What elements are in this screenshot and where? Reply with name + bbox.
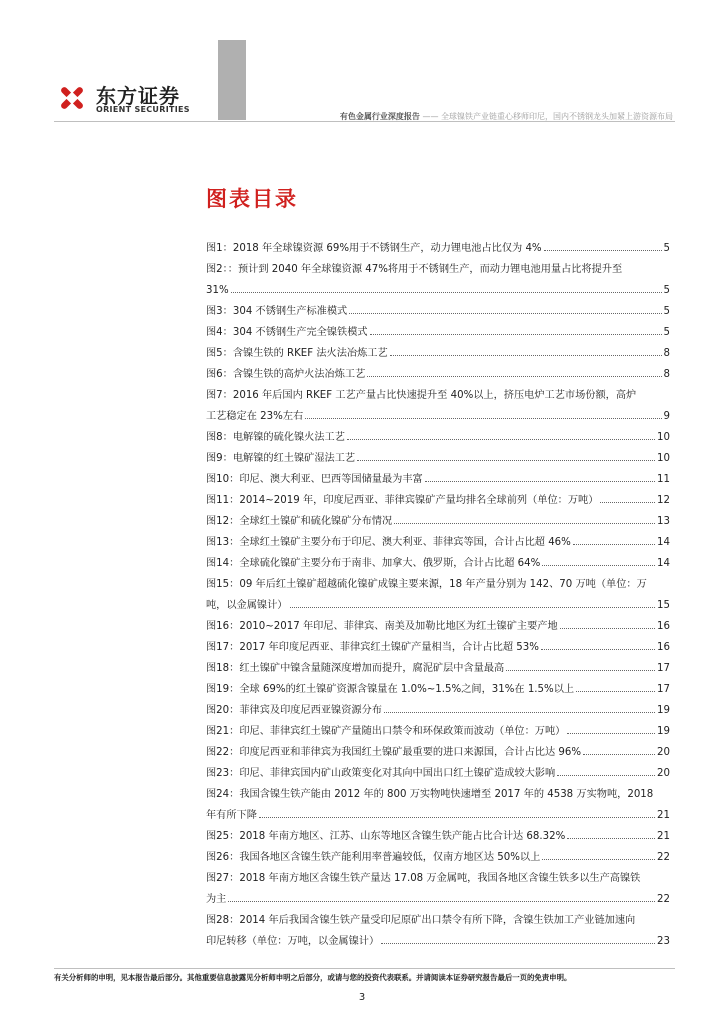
toc-entry[interactable] [206, 301, 670, 322]
toc-entry-title: 图7：2016 年后国内 RKEF 工艺产量占比快速提升至 40%以上，挤压电炉工艺市场份额，高炉 [206, 390, 637, 401]
toc-entry[interactable] [206, 238, 670, 259]
toc-leader-dots [573, 544, 655, 545]
toc-entry-title: 图10：印尼、澳大利亚、巴西等国储量最为丰富 [206, 474, 423, 485]
toc-entry[interactable] [206, 490, 670, 511]
toc-entry[interactable] [206, 826, 670, 847]
toc-entry-title: 图12：全球红土镍矿和硫化镍矿分布情况 [206, 516, 393, 527]
toc-entry[interactable] [206, 511, 670, 532]
toc-leader-dots [370, 334, 662, 335]
toc-entry[interactable] [206, 532, 670, 553]
logo-chinese-name: 东方证券 [96, 84, 180, 108]
toc-page-number: 21 [657, 810, 670, 821]
toc-entry-title: 图2：：预计到 2040 年全球镍资源 47%将用于不锈钢生产，而动力锂电池用量占比将提升至 [206, 264, 623, 275]
toc-entry-title: 图22：印度尼西亚和菲律宾为我国红土镍矿最重要的进口来源国，合计占比达 96% [206, 747, 582, 758]
report-separator: —— [419, 112, 441, 121]
toc-entry[interactable] [206, 616, 670, 637]
toc-page-number: 9 [663, 411, 670, 422]
toc-leader-dots [567, 733, 655, 734]
toc-entry-title: 图13：全球红土镍矿主要分布于印尼、澳大利亚、菲律宾等国，合计占比超 46% [206, 537, 571, 548]
page-title: 图表目录 [206, 187, 298, 211]
header-decorative-block [218, 40, 246, 120]
toc-entry[interactable] [206, 385, 670, 427]
toc-leader-dots [583, 754, 655, 755]
toc-leader-dots [290, 607, 656, 608]
toc-page-number: 23 [657, 936, 670, 947]
toc-entry-title: 图8：电解镍的硫化镍火法工艺 [206, 432, 345, 443]
toc-entry[interactable] [206, 868, 670, 910]
toc-entry[interactable] [206, 364, 670, 385]
toc-leader-dots [506, 670, 655, 671]
toc-entry-title: 图27：2018 年南方地区含镍生铁产量达 17.08 万金属吨，我国各地区含镍生铁多以生产高镍铁 [206, 873, 641, 884]
report-subtitle: 全球镍铁产业链重心移师印尼，国内不锈钢龙头加紧上游资源布局 [441, 112, 673, 121]
toc-leader-dots [425, 481, 655, 482]
toc-entry[interactable] [206, 742, 670, 763]
toc-entry-title: 图23：印尼、菲律宾国内矿山政策变化对其向中国出口红土镍矿造成较大影响 [206, 768, 556, 779]
toc-page-number: 22 [657, 894, 670, 905]
toc-entry-continuation [206, 931, 670, 952]
toc-page-number: 21 [657, 831, 670, 842]
toc-entry-title: 图16：2010~2017 年印尼、菲律宾、南美及加勒比地区为红土镍矿主要产地 [206, 621, 558, 632]
toc-entry[interactable] [206, 574, 670, 616]
toc-entry[interactable] [206, 721, 670, 742]
toc-page-number: 16 [657, 642, 670, 653]
toc-entry[interactable] [206, 658, 670, 679]
toc-page-number: 10 [657, 453, 670, 464]
toc-leader-dots [542, 565, 655, 566]
toc-entry-title: 图14：全球硫化镍矿主要分布于南非、加拿大、俄罗斯，合计占比超 64% [206, 558, 541, 569]
toc-leader-dots [384, 712, 655, 713]
toc-entry-title: 图18：红土镍矿中镍含量随深度增加而提升，腐泥矿层中含量最高 [206, 663, 505, 674]
toc-entry-title-cont: 印尼转移（单位：万吨，以金属镍计） [206, 936, 380, 947]
toc-leader-dots [357, 460, 655, 461]
toc-leader-dots [381, 943, 655, 944]
toc-entry-title-cont: 工艺稳定在 23%左右 [206, 411, 304, 422]
toc-leader-dots [305, 418, 661, 419]
toc-leader-dots [259, 817, 655, 818]
toc-page-number: 5 [663, 285, 670, 296]
toc-page-number: 12 [657, 495, 670, 506]
toc-leader-dots [231, 292, 662, 293]
toc-leader-dots [542, 859, 655, 860]
orient-securities-logo-icon [54, 80, 90, 116]
toc-entry[interactable] [206, 553, 670, 574]
toc-leader-dots [544, 250, 662, 251]
toc-entry[interactable] [206, 259, 670, 301]
toc-entry[interactable] [206, 427, 670, 448]
toc-entry-title: 图28：2014 年后我国含镍生铁产量受印尼原矿出口禁令有所下降，含镍生铁加工产业链加速向 [206, 915, 636, 926]
toc-page-number: 8 [663, 369, 670, 380]
toc-page-number: 20 [657, 768, 670, 779]
toc-entry-title: 图9：电解镍的红土镍矿湿法工艺 [206, 453, 356, 464]
toc-leader-dots [347, 439, 655, 440]
toc-page-number: 13 [657, 516, 670, 527]
toc-leader-dots [560, 628, 655, 629]
toc-entry-title-cont: 31% [206, 285, 229, 296]
toc-page-number: 5 [663, 327, 670, 338]
toc-entry-title-cont: 年有所下降 [206, 810, 257, 821]
toc-entry[interactable] [206, 637, 670, 658]
company-logo [54, 76, 214, 120]
toc-page-number: 20 [657, 747, 670, 758]
figure-table-of-contents [206, 238, 670, 952]
toc-page-number: 10 [657, 432, 670, 443]
toc-page-number: 11 [657, 474, 670, 485]
toc-leader-dots [367, 376, 661, 377]
toc-page-number: 14 [657, 558, 670, 569]
toc-entry-continuation [206, 889, 670, 910]
toc-page-number: 14 [657, 537, 670, 548]
toc-entry[interactable] [206, 448, 670, 469]
toc-leader-dots [394, 523, 655, 524]
toc-page-number: 19 [657, 705, 670, 716]
toc-entry-continuation [206, 280, 670, 301]
toc-entry[interactable] [206, 847, 670, 868]
toc-page-number: 15 [657, 600, 670, 611]
toc-entry[interactable] [206, 763, 670, 784]
toc-entry[interactable] [206, 700, 670, 721]
toc-entry-title: 图26：我国各地区含镍生铁产能利用率普遍较低，仅南方地区达 50%以上 [206, 852, 541, 863]
toc-page-number: 19 [657, 726, 670, 737]
toc-entry-title: 图15：09 年后红土镍矿超越硫化镍矿成镍主要来源，18 年产量分别为 142、70 万吨（单位：万 [206, 579, 647, 590]
toc-entry-title: 图24：我国含镍生铁产能由 2012 年的 800 万实物吨快速增至 2017 年的 4538 万实物吨，2018 [206, 789, 654, 800]
toc-entry-title: 图5：含镍生铁的 RKEF 法火法冶炼工艺 [206, 348, 388, 359]
toc-entry-title: 图1：2018 年全球镍资源 69%用于不锈钢生产，动力锂电池占比仅为 4% [206, 243, 542, 254]
toc-leader-dots [228, 901, 655, 902]
toc-entry-title-cont: 为主 [206, 894, 227, 905]
toc-leader-dots [541, 649, 655, 650]
toc-entry[interactable] [206, 343, 670, 364]
toc-entry-title: 图6：含镍生铁的高炉火法冶炼工艺 [206, 369, 366, 380]
footer-disclaimer: 有关分析师的申明，见本报告最后部分。其他重要信息披露见分析师申明之后部分，或请与您的投资代表联系。并请阅读本证券研究报告最后一页的免责申明。 [54, 973, 572, 982]
toc-entry[interactable] [206, 784, 670, 826]
toc-entry[interactable] [206, 469, 670, 490]
toc-entry-continuation [206, 406, 670, 427]
toc-entry[interactable] [206, 322, 670, 343]
toc-entry[interactable] [206, 679, 670, 700]
toc-entry-title: 图25：2018 年南方地区、江苏、山东等地区含镍生铁产能占比合计达 68.32% [206, 831, 566, 842]
toc-entry-title: 图21：印尼、菲律宾红土镍矿产量随出口禁令和环保政策而波动（单位：万吨） [206, 726, 566, 737]
toc-leader-dots [567, 838, 655, 839]
toc-page-number: 8 [663, 348, 670, 359]
logo-english-name: ORIENT SECURITIES [96, 105, 190, 114]
footer-divider [54, 968, 675, 969]
toc-leader-dots [576, 691, 655, 692]
toc-entry[interactable] [206, 910, 670, 952]
toc-page-number: 16 [657, 621, 670, 632]
toc-entry-title: 图4：304 不锈钢生产完全镍铁模式 [206, 327, 368, 338]
header-divider [54, 121, 675, 122]
toc-page-number: 22 [657, 852, 670, 863]
toc-entry-title: 图19：全球 69%的红土镍矿资源含镍量在 1.0%~1.5%之间，31%在 1.5%以上 [206, 684, 575, 695]
toc-leader-dots [349, 313, 661, 314]
toc-leader-dots [557, 775, 655, 776]
toc-leader-dots [600, 502, 655, 503]
toc-entry-title: 图3：304 不锈钢生产标准模式 [206, 306, 348, 317]
toc-leader-dots [390, 355, 662, 356]
toc-page-number: 17 [657, 684, 670, 695]
toc-page-number: 17 [657, 663, 670, 674]
toc-entry-continuation [206, 805, 670, 826]
toc-page-number: 5 [663, 306, 670, 317]
toc-entry-title-cont: 吨，以金属镍计） [206, 600, 288, 611]
toc-entry-title: 图17：2017 年印度尼西亚、菲律宾红土镍矿产量相当，合计占比超 53% [206, 642, 539, 653]
toc-page-number: 5 [663, 243, 670, 254]
report-type: 有色金属行业深度报告 [339, 112, 420, 121]
page-number: 3 [358, 992, 366, 1003]
toc-entry-title: 图11：2014~2019 年，印度尼西亚、菲律宾镍矿产量均排名全球前列（单位：万吨） [206, 495, 599, 506]
toc-entry-continuation [206, 595, 670, 616]
toc-entry-title: 图20：菲律宾及印度尼西亚镍资源分布 [206, 705, 382, 716]
